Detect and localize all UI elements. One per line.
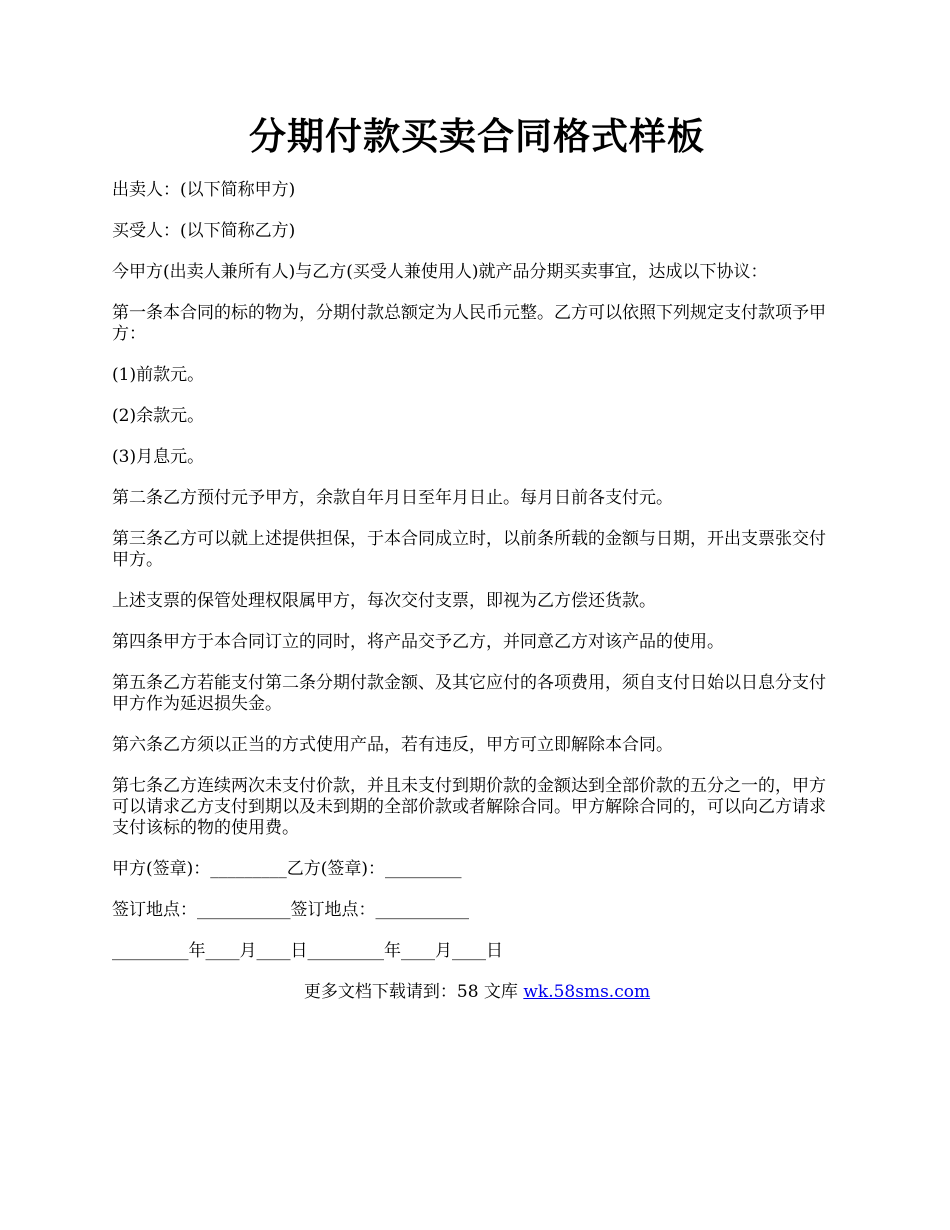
footer: [112, 982, 842, 1003]
paragraph-article-6: 第六条乙方须以正当的方式使用产品，若有违反，甲方可立即解除本合同。: [112, 735, 673, 755]
signing-place-line: 签订地点：___________签订地点：___________: [112, 900, 469, 920]
footer-link[interactable]: wk.58sms.com: [523, 982, 651, 1002]
paragraph-article-2: 第二条乙方预付元予甲方，余款自年月日至年月日止。每月日前各支付元。: [112, 488, 673, 508]
footer-text: 更多文档下载请到：58 文库: [303, 982, 524, 1002]
paragraph-item-2: (2)余款元。: [112, 406, 205, 426]
signature-line: 甲方(签章)：_________乙方(签章)：_________: [112, 859, 462, 879]
paragraph-intro: 今甲方(出卖人兼所有人)与乙方(买受人兼使用人)就产品分期买卖事宜，达成以下协议：: [112, 262, 768, 282]
date-line: _________年____月____日_________年____月____日: [112, 941, 503, 961]
paragraph-article-7: 第七条乙方连续两次未支付价款，并且未支付到期价款的金额达到全部价款的五分之一的，甲方可以请求乙方支付到期以及未到期的全部价款或者解除合同。甲方解除合同的，可以向乙方请求支付该标的物的使用费。: [112, 776, 826, 838]
paragraph-item-3: (3)月息元。: [112, 447, 205, 467]
paragraph-check-note: 上述支票的保管处理权限属甲方，每次交付支票，即视为乙方偿还货款。: [112, 591, 656, 611]
paragraph-seller: 出卖人：(以下简称甲方): [112, 180, 296, 200]
page-title: 分期付款买卖合同格式样板: [249, 114, 705, 158]
paragraph-article-1: 第一条本合同的标的物为，分期付款总额定为人民币元整。乙方可以依照下列规定支付款项予甲方：: [112, 303, 826, 344]
paragraph-item-1: (1)前款元。: [112, 365, 205, 385]
paragraph-buyer: 买受人：(以下简称乙方): [112, 221, 296, 241]
paragraph-article-4: 第四条甲方于本合同订立的同时，将产品交予乙方，并同意乙方对该产品的使用。: [112, 632, 724, 652]
document-page: [112, 112, 842, 1003]
paragraph-article-5: 第五条乙方若能支付第二条分期付款金额、及其它应付的各项费用，须自支付日始以日息分支付甲方作为延迟损失金。: [112, 673, 826, 714]
paragraph-article-3: 第三条乙方可以就上述提供担保，于本合同成立时，以前条所载的金额与日期，开出支票张交付甲方。: [112, 529, 826, 570]
